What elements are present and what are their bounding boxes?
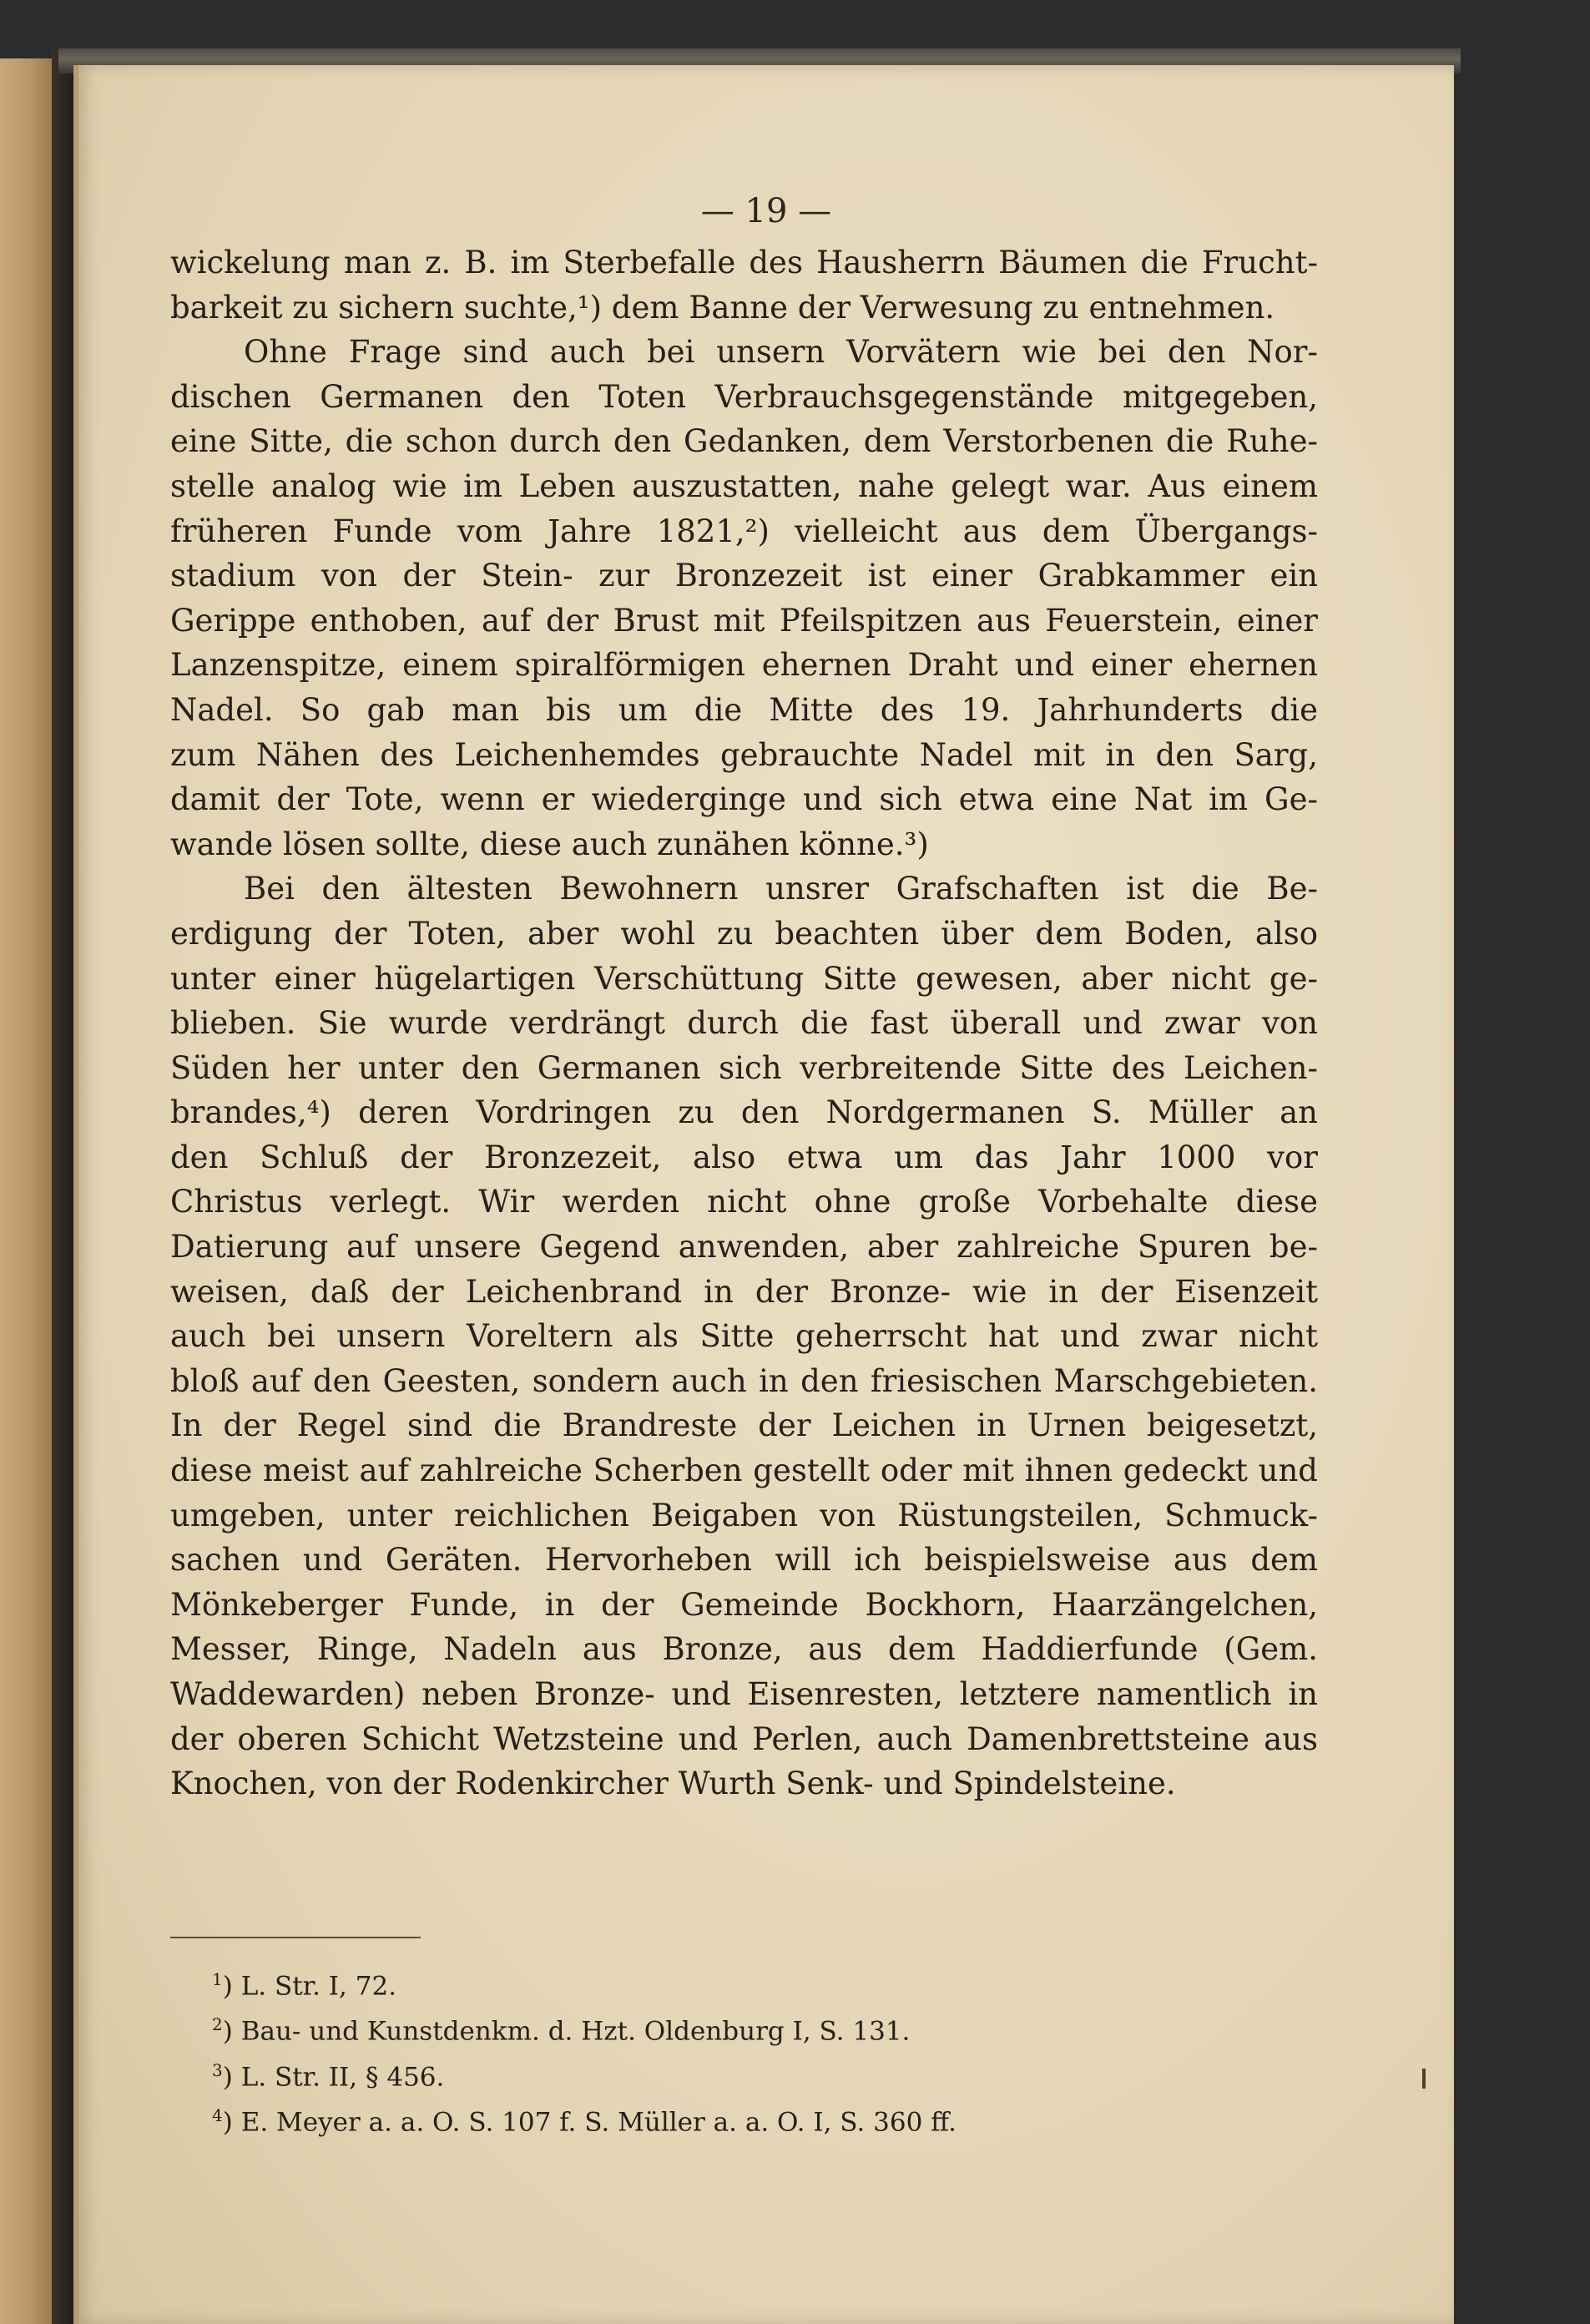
paper-mark (1422, 2069, 1426, 2089)
footnote-mark: 2 (212, 2014, 223, 2035)
text-line: eine Sitte, die schon durch den Gedanken, dem Verstorbenen die Ruhe- (170, 423, 1318, 460)
text-line: bloß auf den Geesten, sondern auch in den friesischen Marschgebieten. (170, 1362, 1318, 1399)
text-line: Lanzenspitze, einem spiralförmigen ehernen Draht und einer ehernen (170, 647, 1318, 684)
text-line: weisen, daß der Leichenbrand in der Bronze- wie in der Eisenzeit (170, 1273, 1318, 1310)
footnote: $^3$) L. Str. II, § 456. (212, 2059, 445, 2092)
text-line: stelle analog wie im Leben auszustatten, nahe gelegt war. Aus einem (170, 467, 1318, 504)
footnote-divider (170, 1937, 421, 1938)
footnotes (212, 1960, 1297, 2141)
text-line: brandes,⁴) deren Vordringen zu den Nordgermanen S. Müller an (170, 1094, 1318, 1131)
text-line: Nadel. So gab man bis um die Mitte des 19. Jahrhunderts die (170, 691, 1318, 728)
text-line: barkeit zu sichern suchte,¹) dem Banne der Verwesung zu entnehmen. (170, 289, 1275, 326)
footnote-mark: 3 (212, 2059, 223, 2080)
text-line: stadium von der Stein- zur Bronzezeit ist einer Grabkammer ein (170, 558, 1318, 594)
book-page (73, 65, 1454, 2324)
text-line: auch bei unsern Voreltern als Sitte geherrscht hat und zwar nicht (170, 1318, 1318, 1355)
text-line: den Schluß der Bronzezeit, also etwa um das Jahr 1000 vor (170, 1139, 1318, 1175)
page-number: — 19 — (700, 192, 832, 230)
footnote-text: E. Meyer a. a. O. S. 107 f. S. Müller a. a. O. I, S. 360 ff. (240, 2107, 957, 2138)
text-line: Bei den ältesten Bewohnern unsrer Grafschaften ist die Be- (244, 871, 1318, 907)
text-line: früheren Funde vom Jahre 1821,²) vielleicht aus dem Übergangs- (170, 513, 1318, 549)
text-line: Knochen, von der Rodenkircher Wurth Senk- und Spindelsteine. (170, 1766, 1176, 1802)
text-line: zum Nähen des Leichenhemdes gebrauchte Nadel mit in den Sarg, (170, 736, 1318, 773)
text-line: wickelung man z. B. im Sterbefalle des Hausherrn Bäumen die Frucht- (170, 245, 1318, 280)
text-line: der oberen Schicht Wetzsteine und Perlen, auch Damenbrettsteine aus (170, 1720, 1318, 1757)
text-line: sachen und Geräten. Hervorheben will ich beispielsweise aus dem (170, 1542, 1318, 1579)
text-line: Datierung auf unsere Gegend anwenden, aber zahlreiche Spuren be- (170, 1229, 1318, 1266)
text-line: unter einer hügelartigen Verschüttung Sitte gewesen, aber nicht ge- (170, 960, 1318, 997)
text-line: Ohne Frage sind auch bei unsern Vorvätern wie bei den Nor- (244, 334, 1318, 371)
footnote-mark: 4 (212, 2104, 223, 2125)
text-line: Mönkeberger Funde, in der Gemeinde Bockhorn, Haarzängelchen, (170, 1586, 1318, 1623)
text-line: In der Regel sind die Brandreste der Leichen in Urnen beigesetzt, (170, 1407, 1318, 1444)
text-line: Waddewarden) neben Bronze- und Eisenresten, letztere namentlich in (170, 1676, 1318, 1712)
facing-page-edge (0, 58, 52, 2324)
footnote-mark: 1 (212, 1969, 223, 1989)
text-line: dischen Germanen den Toten Verbrauchsgegenstände mitgegeben, (170, 378, 1318, 415)
text-line: erdigung der Toten, aber wohl zu beachten über dem Boden, also (170, 915, 1318, 952)
text-line: damit der Tote, wenn er wiederginge und sich etwa eine Nat im Ge- (170, 781, 1318, 818)
footnote-text: Bau- und Kunstdenkm. d. Hzt. Oldenburg I, S. 131. (240, 2016, 911, 2047)
footnote-text: L. Str. II, § 456. (240, 2061, 445, 2092)
text-line: wande lösen sollte, diese auch zunähen könne.³) (170, 826, 929, 862)
footnote-text: L. Str. I, 72. (240, 1971, 397, 2002)
body-text (170, 240, 1318, 1806)
text-line: umgeben, unter reichlichen Beigaben von Rüstungsteilen, Schmuck- (170, 1497, 1318, 1533)
text-line: Christus verlegt. Wir werden nicht ohne große Vorbehalte diese (170, 1184, 1318, 1220)
text-line: Süden her unter den Germanen sich verbreitende Sitte des Leichen- (170, 1049, 1318, 1086)
text-line: blieben. Sie wurde verdrängt durch die fast überall und zwar von (170, 1005, 1318, 1042)
text-line: Messer, Ringe, Nadeln aus Bronze, aus dem Haddierfunde (Gem. (170, 1631, 1318, 1668)
text-line: Gerippe enthoben, auf der Brust mit Pfeilspitzen aus Feuerstein, einer (170, 602, 1318, 639)
footnote: $^4$) E. Meyer a. a. O. S. 107 f. S. Müller a. a. O. I, S. 360 ff. (212, 2104, 957, 2138)
text-line: diese meist auf zahlreiche Scherben gestellt oder mit ihnen gedeckt und (170, 1452, 1318, 1489)
footnote: $^2$) Bau- und Kunstdenkm. d. Hzt. Oldenburg I, S. 131. (212, 2014, 911, 2047)
footnote: $^1$) L. Str. I, 72. (212, 1969, 397, 2002)
